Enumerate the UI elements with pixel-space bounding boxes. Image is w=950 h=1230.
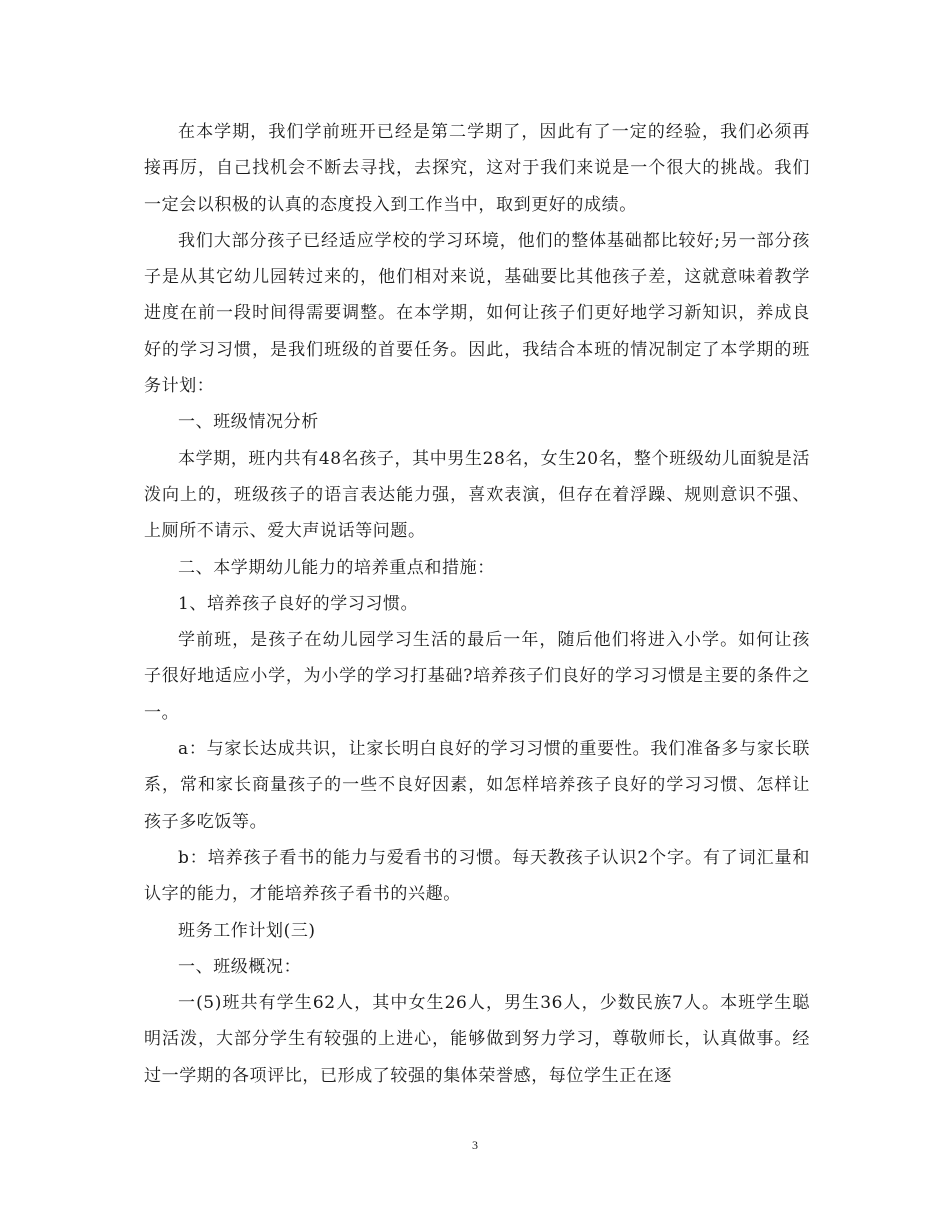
paragraph-class-stats: 本学期，班内共有48名孩子，其中男生28名，女生20名，整个班级幼儿面貌是活泼向上的，班级孩子的语言表达能力强，喜欢表演，但存在着浮躁、规则意识不强、上厕所不请示、爱大声说话等问题。 [144,448,810,542]
paragraph-intro: 在本学期，我们学前班开已经是第二学期了，因此有了一定的经验，我们必须再接再厉，自己找机会不断去寻找，去探究，这对于我们来说是一个很大的挑战。我们一定会以积极的认真的态度投入到工作当中，取到更好的成绩。 [144,122,810,215]
heading-study-habits: 1、培养孩子良好的学习习惯。 [178,593,419,614]
paragraph-item-a: a：与家长达成共识，让家长明白良好的学习习惯的重要性。我们准备多与家长联系，常和家长商量孩子的一些不良好因素，如怎样培养孩子良好的学习习惯、怎样让孩子多吃饭等。 [144,739,810,832]
paragraph-item-b: b：培养孩子看书的能力与爱看书的习惯。每天教孩子认识2个字。有了词汇量和认字的能力，才能培养孩子看书的兴趣。 [144,847,810,905]
paragraph-class-overview: 一(5)班共有学生62人，其中女生26人，男生36人，少数民族7人。本班学生聪明活泼，大部分学生有较强的上进心，能够做到努力学习，尊敬师长，认真做事。经过一学期的各项评比，已形成了较强的集体荣誉感，每位学生正在逐 [144,993,810,1086]
heading-class-overview: 一、班级概况： [178,956,302,977]
paragraph-class-background: 我们大部分孩子已经适应学校的学习环境，他们的整体基础都比较好;另一部分孩子是从其它幼儿园转过来的，他们相对来说，基础要比其他孩子差，这就意味着教学进度在前一段时间得需要调整。在本学期，如何让孩子们更好地学习新知识，养成良好的学习习惯，是我们班级的首要任务。因此，我结合本班的情况制定了本学期的班务计划： [144,230,810,397]
paragraph-preschool: 学前班，是孩子在幼儿园学习生活的最后一年，随后他们将进入小学。如何让孩子很好地适应小学，为小学的学习打基础?培养孩子们良好的学习习惯是主要的条件之一。 [144,630,810,723]
heading-training-focus: 二、本学期幼儿能力的培养重点和措施： [178,557,495,578]
heading-class-analysis: 一、班级情况分析 [178,412,319,433]
document-body [144,114,810,1094]
heading-work-plan-three: 班务工作计划(三) [178,920,316,941]
page-number: 3 [472,1138,478,1152]
